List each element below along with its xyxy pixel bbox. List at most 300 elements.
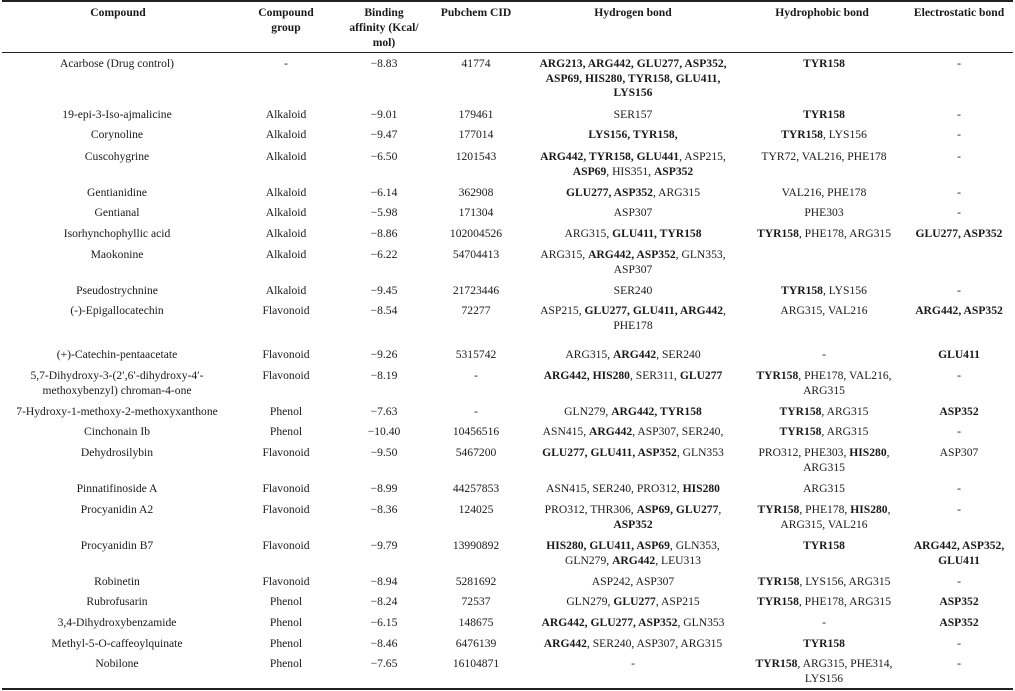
compound-group: Alkaloid <box>265 284 307 297</box>
residue-text: , ASP215, <box>679 150 726 163</box>
compound-group: Alkaloid <box>265 150 307 163</box>
pubchem-cid: 5315742 <box>455 348 497 361</box>
residue-text: , GLN353 <box>677 616 725 629</box>
residue-text: , LYS156, ARG315 <box>799 575 891 588</box>
compound-name <box>2 348 232 363</box>
residue-text: , ARG315 <box>821 425 869 438</box>
compound-name <box>2 150 232 165</box>
residue-text: ASN415, <box>542 425 590 438</box>
electrostatic-bond-cell <box>903 206 1015 221</box>
electrostatic-bond-cell <box>903 186 1015 201</box>
residue-text: , HIS351, <box>606 164 654 178</box>
residue-text: ARG315, VAL216 <box>780 304 868 317</box>
pubchem-cid: 1201543 <box>455 150 497 163</box>
residue-bold: GLU277 <box>613 595 656 608</box>
compound-name-line: Pseudostrychnine <box>76 284 158 297</box>
hydrogen-bond-cell <box>533 425 733 440</box>
residue-bold: ASP69, HIS280, TYR158, GLU411, <box>545 71 721 85</box>
pubchem-cid: 5467200 <box>455 446 497 459</box>
hydrophobic-bond-cell <box>745 446 903 475</box>
compound-name-line: Gentianal <box>94 206 140 219</box>
residue-text: ASP307 <box>613 262 653 276</box>
binding-affinity: −9.47 <box>370 128 398 141</box>
electrostatic-bond-cell <box>903 637 1015 652</box>
residue-bold: TYR158 <box>757 227 799 240</box>
hydrogen-bond-cell <box>533 539 733 568</box>
binding-affinity: −6.50 <box>370 150 398 163</box>
compound-group: Flavonoid <box>262 539 310 552</box>
header-rule <box>2 52 1013 53</box>
residue-bold: TYR158 <box>803 108 845 121</box>
binding-affinity: −7.65 <box>370 657 398 670</box>
hydrogen-bond-cell <box>533 150 733 179</box>
residue-bold: ARG442 <box>589 425 633 438</box>
compound-name-line: 5,7-Dihydroxy-3-(2′,6′-dihydroxy-4′- <box>30 369 204 382</box>
hydrophobic-bond-cell <box>745 186 903 201</box>
residue-text: , PHE178, <box>799 503 851 516</box>
residue-bold: TYR158 <box>779 425 822 438</box>
pubchem-cid: 148675 <box>458 616 494 629</box>
residue-text: PHE303 <box>804 206 844 219</box>
residue-text: ARG315, <box>565 348 614 361</box>
binding-affinity: −7.63 <box>370 405 398 418</box>
hydrogen-bond-cell <box>533 595 733 610</box>
compound-name-line: Cinchonain Ib <box>83 425 150 438</box>
residue-bold: TYR158 <box>779 405 822 418</box>
hydrogen-bond-cell <box>533 304 733 333</box>
electrostatic-bond-cell <box>903 128 1015 143</box>
residue-bold: ASP69 <box>572 164 607 178</box>
residue-text: ARG315, VAL216 <box>780 517 868 531</box>
hydrophobic-bond-cell <box>745 348 903 363</box>
residue-text: , SER311, <box>629 369 680 382</box>
residue-bold: HIS280 <box>850 503 888 516</box>
compound-name-line: Pinnatifinoside A <box>76 482 158 495</box>
residue-text: - <box>957 128 961 141</box>
compound-name-line: Methyl-5-O-caffeoylquinate <box>51 637 183 650</box>
residue-bold: GLU277, ASP352 <box>566 186 653 199</box>
residue-text: , LYS156 <box>822 128 867 141</box>
residue-bold: ARG442 <box>613 348 657 361</box>
residue-bold: LYS156 <box>613 86 653 100</box>
binding-affinity: −6.22 <box>370 248 398 261</box>
compound-group: Alkaloid <box>265 186 307 199</box>
residue-text: ASN415, SER240, PRO312, <box>546 482 683 495</box>
hydrophobic-bond-cell <box>745 503 903 532</box>
hydrogen-bond-cell <box>533 657 733 672</box>
binding-affinity: −8.94 <box>370 575 398 588</box>
binding-affinity: −9.26 <box>370 348 398 361</box>
residue-bold: ARG442, TYR158 <box>611 405 702 418</box>
compound-name <box>2 446 232 461</box>
residue-bold: TYR158 <box>755 657 798 670</box>
residue-bold: GLU277, GLU411, ASP352 <box>542 446 677 459</box>
electrostatic-bond-cell <box>903 227 1015 242</box>
residue-bold: ARG442, ASP352 <box>915 304 1003 317</box>
compound-name-line: Nobilone <box>95 657 139 670</box>
residue-bold: TYR158 <box>803 637 845 650</box>
residue-bold: ARG442, ASP352 <box>588 248 676 261</box>
hydrophobic-bond-cell <box>745 539 903 554</box>
residue-bold: ARG442, ASP352, <box>913 539 1005 552</box>
binding-affinity: −6.15 <box>370 616 398 629</box>
hydrophobic-bond-cell <box>745 150 903 165</box>
compound-group: Alkaloid <box>265 206 307 219</box>
residue-text: ARG315, <box>540 248 589 261</box>
hydrogen-bond-cell <box>533 348 733 363</box>
residue-text: SER240 <box>613 284 653 297</box>
header-hydrophobic-bond: Hydrophobic bond <box>775 6 869 19</box>
residue-bold: ARG442, GLU277, ASP352 <box>541 616 678 629</box>
binding-affinity: −8.36 <box>370 503 398 516</box>
residue-text: - <box>957 657 961 670</box>
residue-text: ASP307 <box>613 206 653 219</box>
compound-group: Phenol <box>269 595 303 608</box>
hydrogen-bond-cell <box>533 482 733 497</box>
hydrogen-bond-cell <box>533 57 733 101</box>
residue-text: PHE178 <box>613 318 653 332</box>
pubchem-cid: 54704413 <box>452 248 500 261</box>
residue-bold: TYR158 <box>803 57 845 70</box>
compound-name <box>2 482 232 497</box>
residue-text: ARG315 <box>803 460 845 474</box>
compound-name <box>2 57 232 72</box>
residue-text: , <box>887 503 891 516</box>
residue-text: - <box>957 108 961 121</box>
residue-text: , LYS156 <box>822 284 867 297</box>
compound-name-line: methoxybenzyl) chroman-4-one <box>42 383 192 397</box>
hydrophobic-bond-cell <box>745 227 903 242</box>
residue-bold: GLU411, TYR158 <box>612 227 702 240</box>
residue-bold: ASP352 <box>939 616 979 629</box>
residue-text: - <box>957 369 961 382</box>
compound-name-line: 7-Hydroxy-1-methoxy-2-methoxyxanthone <box>16 405 218 418</box>
hydrophobic-bond-cell <box>745 304 903 319</box>
residue-text: , PHE178, ARG315 <box>798 595 891 608</box>
residue-text: PRO312, PHE303, <box>758 446 850 459</box>
compound-name-line: Isorhynchophyllic acid <box>63 227 171 240</box>
electrostatic-bond-cell <box>903 539 1015 568</box>
electrostatic-bond-cell <box>903 150 1015 165</box>
residue-text: - <box>822 348 826 361</box>
electrostatic-bond-cell <box>903 503 1015 518</box>
residue-bold: ARG213, ARG442, GLU277, ASP352, <box>539 57 727 70</box>
compound-group: Flavonoid <box>262 503 310 516</box>
hydrophobic-bond-cell <box>745 595 903 610</box>
residue-text: , ASP307, SER240, <box>632 425 724 438</box>
binding-affinity: −8.46 <box>370 637 398 650</box>
residue-text: SER157 <box>613 108 653 121</box>
top-rule <box>2 0 1013 2</box>
residue-text: ASP242, ASP307 <box>591 575 675 588</box>
compound-name-line: 19-epi-3-Iso-ajmalicine <box>62 108 172 121</box>
residue-bold: GLU277 <box>679 369 723 382</box>
residue-bold: TYR158 <box>757 575 800 588</box>
compound-group: Alkaloid <box>265 227 307 240</box>
electrostatic-bond-cell <box>903 108 1015 123</box>
residue-text: , GLN353 <box>676 446 724 459</box>
compound-group: Flavonoid <box>262 575 310 588</box>
hydrophobic-bond-cell <box>745 369 903 398</box>
residue-text: - <box>957 637 961 650</box>
residue-bold: ARG442 <box>612 553 656 567</box>
compound-group: Flavonoid <box>262 446 310 459</box>
compound-name-line: Maokonine <box>90 248 144 261</box>
residue-text: , ASP215 <box>655 595 700 608</box>
residue-text: , PHE178, ARG315 <box>798 227 891 240</box>
compound-group: Phenol <box>269 425 303 438</box>
residue-bold: GLU277, ASP352 <box>915 227 1003 240</box>
residue-text: , <box>718 503 722 516</box>
compound-name-line: Procyanidin A2 <box>80 503 154 516</box>
hydrogen-bond-cell <box>533 575 733 590</box>
hydrophobic-bond-cell <box>745 425 903 440</box>
residue-bold: TYR158 <box>803 539 845 552</box>
pubchem-cid: 177014 <box>458 128 494 141</box>
compound-name-line: Cuscohygrine <box>84 150 150 163</box>
hydrophobic-bond-cell <box>745 108 903 123</box>
compound-name <box>2 425 232 440</box>
residue-text: PRO312, THR306, <box>544 503 637 516</box>
compound-name <box>2 248 232 263</box>
compound-name-line: Robinetin <box>94 575 140 588</box>
residue-text: , <box>723 304 726 317</box>
residue-text: VAL216, PHE178 <box>781 186 867 199</box>
residue-bold: TYR158 <box>781 284 823 297</box>
residue-text: , GLN353, <box>669 539 720 552</box>
hydrogen-bond-cell <box>533 128 733 143</box>
residue-text: , ARG315 <box>652 186 700 199</box>
electrostatic-bond-cell <box>903 575 1015 590</box>
residue-text: ASP307 <box>939 446 979 459</box>
residue-text: - <box>822 616 826 629</box>
residue-bold: ARG442 <box>543 637 587 650</box>
pubchem-cid: - <box>474 405 478 418</box>
compound-name <box>2 657 232 672</box>
compound-group: Phenol <box>269 637 303 650</box>
binding-affinity: −8.24 <box>370 595 398 608</box>
residue-text: - <box>957 575 961 588</box>
residue-text: ARG315 <box>803 482 845 495</box>
binding-affinity: −9.50 <box>370 446 398 459</box>
compound-name <box>2 503 232 518</box>
residue-text: ARG315, <box>564 227 613 240</box>
electrostatic-bond-cell <box>903 616 1015 631</box>
pubchem-cid: 102004526 <box>449 227 503 240</box>
compound-group: Flavonoid <box>262 482 310 495</box>
electrostatic-bond-cell <box>903 595 1015 610</box>
binding-affinity: −8.99 <box>370 482 398 495</box>
residue-bold: ASP352 <box>939 595 979 608</box>
electrostatic-bond-cell <box>903 446 1015 461</box>
binding-affinity: −9.79 <box>370 539 398 552</box>
residue-text: TYR72, VAL216, PHE178 <box>761 150 887 163</box>
residue-text: , SER240 <box>656 348 701 361</box>
residue-bold: TYR158 <box>781 128 823 141</box>
compound-name-line: Dehydrosilybin <box>80 446 154 459</box>
compound-name <box>2 284 232 299</box>
binding-affinity: −5.98 <box>370 206 398 219</box>
compound-name <box>2 186 232 201</box>
hydrogen-bond-cell <box>533 369 733 384</box>
residue-text: GLN279, <box>565 553 613 567</box>
hydrophobic-bond-cell <box>745 57 903 72</box>
compound-name <box>2 616 232 631</box>
compound-name-line: (-)-Epigallocatechin <box>70 304 164 317</box>
electrostatic-bond-cell <box>903 57 1015 72</box>
binding-affinity: −9.01 <box>370 108 398 121</box>
compound-name <box>2 575 232 590</box>
compound-group: - <box>284 57 288 70</box>
compound-name-line: (+)-Catechin-pentaacetate <box>56 348 178 361</box>
residue-bold: HIS280 <box>682 482 720 495</box>
residue-text: - <box>631 657 635 670</box>
pubchem-cid: 124025 <box>458 503 494 516</box>
header-compound: Compound <box>90 6 146 19</box>
electrostatic-bond-cell <box>903 482 1015 497</box>
residue-text: , SER240, ASP307, ARG315 <box>586 637 723 650</box>
residue-text: GLN279, <box>564 405 612 418</box>
pubchem-cid: 72277 <box>461 304 491 317</box>
residue-text: , GLN353, <box>675 248 726 261</box>
compound-name-line: 3,4-Dihydroxybenzamide <box>57 616 177 629</box>
residue-bold: LYS156, TYR158, <box>588 128 678 141</box>
pubchem-cid: - <box>474 369 478 382</box>
residue-text: , <box>886 446 890 459</box>
compound-name-line: Corynoline <box>90 128 144 141</box>
residue-text: , ARG315 <box>821 405 869 418</box>
pubchem-cid: 362908 <box>458 186 494 199</box>
pubchem-cid: 6476139 <box>455 637 497 650</box>
residue-text: - <box>957 425 961 438</box>
compound-name <box>2 595 232 610</box>
header-hydrogen-bond: Hydrogen bond <box>594 6 672 19</box>
compound-group: Flavonoid <box>262 348 310 361</box>
hydrophobic-bond-cell <box>745 637 903 652</box>
compound-name-line: Acarbose (Drug control) <box>60 57 174 70</box>
compound-group: Alkaloid <box>265 108 307 121</box>
electrostatic-bond-cell <box>903 425 1015 440</box>
pubchem-cid: 44257853 <box>452 482 500 495</box>
residue-bold: ASP352 <box>939 405 979 418</box>
binding-affinity: −8.54 <box>370 304 398 317</box>
compound-name <box>2 227 232 242</box>
compound-group: Flavonoid <box>262 304 310 317</box>
residue-bold: ARG442, TYR158, GLU441 <box>540 150 680 163</box>
hydrogen-bond-cell <box>533 206 733 221</box>
binding-affinity: −8.86 <box>370 227 398 240</box>
compound-group: Phenol <box>269 405 303 418</box>
electrostatic-bond-cell <box>903 405 1015 420</box>
hydrogen-bond-cell <box>533 616 733 631</box>
compound-name-line: Procyanidin B7 <box>80 539 154 552</box>
residue-text: , PHE178, VAL216, <box>798 369 892 382</box>
compound-group: Alkaloid <box>265 128 307 141</box>
hydrophobic-bond-cell <box>745 284 903 299</box>
compound-name <box>2 304 232 319</box>
hydrophobic-bond-cell <box>745 482 903 497</box>
hydrogen-bond-cell <box>533 186 733 201</box>
pubchem-cid: 21723446 <box>452 284 500 297</box>
hydrophobic-bond-cell <box>745 616 903 631</box>
residue-text: - <box>957 482 961 495</box>
compound-name <box>2 369 232 398</box>
residue-text: , ARG315, PHE314, <box>797 657 893 670</box>
header-binding-affinity: Binding affinity (Kcal/ mol) <box>349 6 419 49</box>
residue-text: - <box>957 186 961 199</box>
hydrogen-bond-cell <box>533 248 733 277</box>
residue-bold: TYR158 <box>757 595 799 608</box>
electrostatic-bond-cell <box>903 284 1015 299</box>
hydrophobic-bond-cell <box>745 405 903 420</box>
binding-affinity: −6.14 <box>370 186 398 199</box>
bottom-rule <box>2 688 1013 690</box>
pubchem-cid: 72537 <box>461 595 491 608</box>
hydrophobic-bond-cell <box>745 575 903 590</box>
hydrophobic-bond-cell <box>745 206 903 221</box>
compound-name <box>2 128 232 143</box>
compound-name <box>2 405 232 420</box>
residue-bold: ASP69, GLU277 <box>636 503 719 516</box>
residue-text: - <box>957 206 961 219</box>
residue-bold: GLU411 <box>938 348 980 361</box>
residue-text: LYS156 <box>804 671 844 685</box>
pubchem-cid: 179461 <box>458 108 494 121</box>
residue-bold: GLU411 <box>938 553 980 567</box>
electrostatic-bond-cell <box>903 348 1015 363</box>
residue-text: ARG315 <box>803 383 845 397</box>
hydrogen-bond-cell <box>533 446 733 461</box>
compound-name <box>2 206 232 221</box>
compound-name <box>2 637 232 652</box>
compound-group: Flavonoid <box>262 369 310 382</box>
pubchem-cid: 16104871 <box>452 657 500 670</box>
residue-text: - <box>957 503 961 516</box>
hydrogen-bond-cell <box>533 108 733 123</box>
compound-name <box>2 539 232 554</box>
electrostatic-bond-cell <box>903 369 1015 384</box>
hydrogen-bond-cell <box>533 227 733 242</box>
binding-affinity: −8.19 <box>370 369 398 382</box>
residue-text: - <box>957 150 961 163</box>
pubchem-cid: 5281692 <box>455 575 497 588</box>
binding-affinity: −9.45 <box>370 284 398 297</box>
compound-group: Alkaloid <box>265 248 307 261</box>
residue-bold: ASP352 <box>653 164 694 178</box>
residue-text: - <box>957 284 961 297</box>
residue-text: , LEU313 <box>655 553 701 567</box>
electrostatic-bond-cell <box>903 304 1015 319</box>
header-electrostatic-bond: Electrostatic bond <box>913 6 1005 19</box>
hydrophobic-bond-cell <box>745 657 903 686</box>
compound-name-line: Rubrofusarin <box>86 595 148 608</box>
residue-bold: GLU277, GLU411, ARG442 <box>584 304 724 317</box>
pubchem-cid: 171304 <box>458 206 494 219</box>
compound-group: Phenol <box>269 657 303 670</box>
hydrophobic-bond-cell <box>745 128 903 143</box>
residue-bold: ASP352 <box>613 517 653 531</box>
compound-group: Phenol <box>269 616 303 629</box>
residue-text: GLN279, <box>566 595 614 608</box>
pubchem-cid: 41774 <box>461 57 491 70</box>
electrostatic-bond-cell <box>903 657 1015 672</box>
compound-name <box>2 108 232 123</box>
residue-bold: TYR158 <box>756 369 799 382</box>
hydrogen-bond-cell <box>533 405 733 420</box>
header-pubchem-cid: Pubchem CID <box>440 6 512 19</box>
binding-affinity: −10.40 <box>367 425 401 438</box>
residue-text: - <box>957 57 961 70</box>
